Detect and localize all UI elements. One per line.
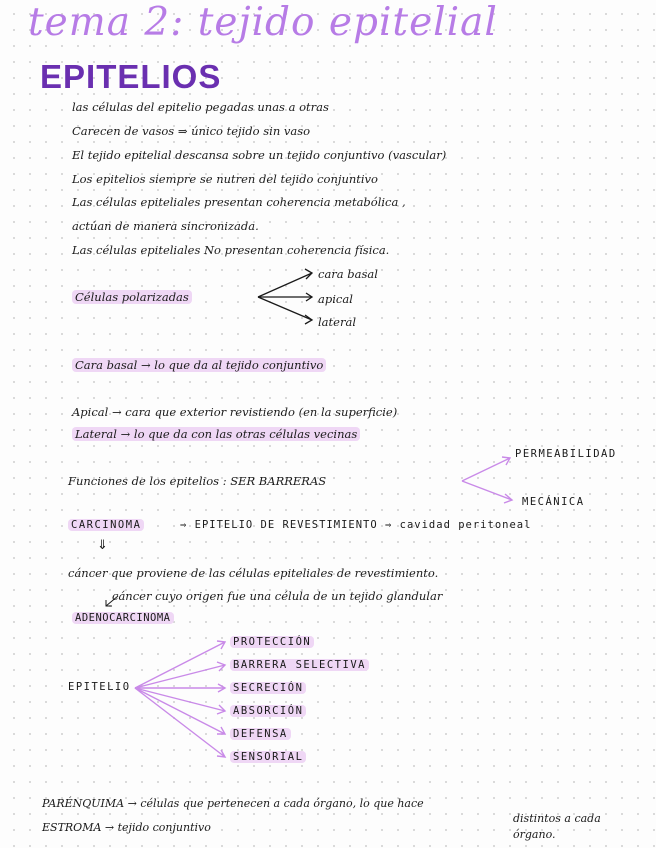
parenquima-line: PARÉNQUIMA → células que pertenecen a cada órgano, lo que hace (42, 797, 424, 810)
estroma-line: ESTROMA → tejido conjuntivo (42, 821, 211, 834)
arrow-absorcion (135, 688, 225, 711)
intro-line: Los epitelios siempre se nutren del tejido conjuntivo (72, 172, 378, 186)
intro-line: Las células epiteliales No presentan coherencia física. (72, 243, 390, 257)
arrow-barrera (135, 665, 225, 688)
arrow-defensa (135, 688, 225, 734)
epitelio-item-text: SECRECIÓN (230, 682, 306, 694)
intro-line: Las células epiteliales presentan coherencia metabólica , (72, 195, 406, 209)
arrow-lateral (258, 297, 312, 320)
apical-note: Apical → cara que exterior revistiendo (en la superficie) (72, 405, 398, 419)
epitelio-item-text: ABSORCIÓN (230, 705, 306, 717)
functions-arrows (462, 457, 512, 503)
epitelio-item-text: SENSORIAL (230, 751, 306, 763)
intro-line: las células del epitelio pegadas unas a otras (72, 100, 329, 114)
arrow-mecanica (462, 481, 512, 500)
pointer-arrow (106, 596, 118, 606)
epitelio-arrows (135, 641, 225, 757)
epitelio-label: EPITELIO (68, 681, 131, 693)
arrow-proteccion (135, 642, 225, 688)
carcinoma-line-1: cáncer que proviene de las células epiteliales de revestimiento. (68, 566, 439, 580)
intro-line: El tejido epitelial descansa sobre un tejido conjuntivo (vascular) (72, 148, 447, 162)
adenocarcinoma-text: ADENOCARCINOMA (72, 612, 174, 624)
lateral-text: Lateral → lo que da con las otras células vecinas (72, 427, 360, 441)
side-lateral: lateral (318, 315, 356, 329)
carcinoma-line-2: cáncer cuyo origen fue una célula de un tejido glandular (112, 589, 443, 603)
intro-line: actúan de manera sincronizada. (72, 219, 259, 233)
side-basal: cara basal (318, 267, 378, 281)
side-apical: apical (318, 292, 353, 306)
function-permeabilidad: PERMEABILIDAD (515, 448, 617, 460)
arrow-permeabilidad (462, 458, 510, 481)
section-heading: EPITELIOS (40, 58, 222, 95)
intro-line: Carecen de vasos ⇒ único tejido sin vaso (72, 124, 311, 138)
parenquima-cont-2: órgano. (513, 828, 556, 841)
carcinoma-rest: ⇒ EPITELIO DE REVESTIMIENTO ⇒ cavidad peritoneal (180, 519, 532, 531)
function-mecanica: MECÁNICA (522, 496, 585, 508)
functions-label: Funciones de los epitelios : SER BARRERAS (68, 474, 327, 488)
epitelio-item-text: DEFENSA (230, 728, 291, 740)
arrow-sensorial (135, 688, 225, 757)
page-title: tema 2: tejido epitelial (28, 0, 498, 45)
polarized-label-text: Células polarizadas (72, 290, 192, 304)
cara-basal-text: Cara basal → lo que da al tejido conjuntivo (72, 358, 326, 372)
epitelio-item-text: BARRERA SELECTIVA (230, 659, 369, 671)
adeno-pointer (106, 596, 118, 606)
arrow-basal (258, 273, 312, 297)
polarized-arrows (258, 269, 312, 324)
epitelio-item-text: PROTECCIÓN (230, 636, 314, 648)
parenquima-cont-1: distintos a cada (513, 812, 601, 825)
down-arrow-icon: ⇓ (97, 538, 108, 553)
carcinoma-word-text: CARCINOMA (68, 519, 144, 531)
arrowhead-lateral (305, 315, 312, 324)
